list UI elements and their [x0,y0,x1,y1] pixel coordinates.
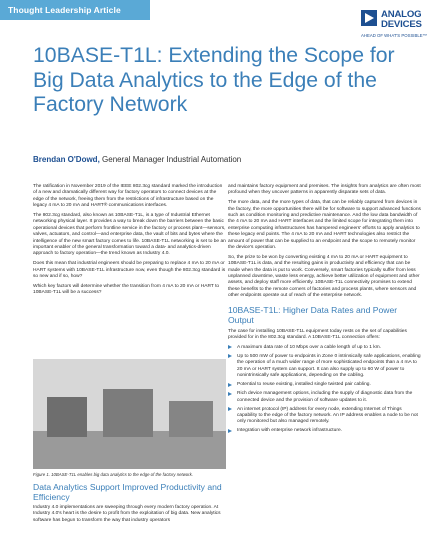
right-column [228,184,421,437]
list-item [228,407,421,426]
list-item [228,345,421,351]
byline [33,155,241,164]
list-item-text: A maximum data rate of 10 Mbps over a cable length of up to 1 km. [237,344,382,350]
logo-triangle-icon [361,10,377,26]
article-type-label: Thought Leadership Article [8,5,121,15]
figure-machine [103,389,153,437]
paragraph: The more data, and the more types of data, that can be reliably captured from devices in the factory, the more opportunities there will be for software to support advanced functions such as condition monitoring and predictive maintenance. And the low data bandwidth of the 4 mA to 20 mA and HART interfaces and the limited scope for integrating them into enterprise computing infrastructures has hampered engineers' efforts to apply analytics to these legacy end points. The 4 mA to 20 mA and HART technologies also restrict the amount of power that can be supplied to an endpoint and the scope to remotely monitor the device's operation. [228,200,421,251]
author-role: General Manager Industrial Automation [102,155,242,164]
section-heading-analytics: Data Analytics Support Improved Productivity and Efficiency [33,482,222,502]
analog-devices-logo [361,6,441,46]
list-item [228,382,421,388]
figure-machine [47,397,87,437]
author-name: Brendan O'Dowd, [33,155,100,164]
list-item [228,428,421,434]
list-item [228,354,421,380]
bullet-arrow-icon [228,383,232,387]
figure-caption: Figure 1. 10BASE-T1L enables big data analytics to the edge of the factory network. [33,472,193,477]
article-title: 10BASE-T1L: Extending the Scope for Big Data Analytics to the Edge of the Factory Network [33,44,395,116]
list-item-text: Rich device management options, including the supply of diagnostic data from the connected device and the provision of software updates to it. [237,391,413,403]
logo-wordmark-line2: DEVICES [381,19,422,30]
paragraph: The 802.3cg standard, also known as 10BASE-T1L, is a type of Industrial Ethernet networking physical layer. It provides a way to break down the barriers between the basic operational devices that perform frontline service in the factory or process plant—sensors, valves, actuators, and control—and enterprise data, the vault of bits and bytes where the intelligence of the new smart factory comes to life. 10BASE-T1L networking is set to be an important enabler of the general transformation toward a data- and analytics-driven approach to factory operation—the trend known as Industry 4.0. [33,213,226,257]
list-item-text: Integration with enterprise network infrastructure. [237,428,342,434]
section-body-analytics: Industry 4.0 implementations are sweeping through every modern factory operation. At Industry 4.0's heart is the desire to profit from the exploitation of big data. New analytics software has begun to transform the way that industry operators [33,505,221,523]
section-heading-data-rates: 10BASE-T1L: Higher Data Rates and Power Output [228,304,398,325]
capabilities-list [228,345,421,435]
logo-wordmark-line1: ANALOG [381,9,422,20]
logo-tagline: AHEAD OF WHAT'S POSSIBLE™ [361,33,427,38]
paragraph: and maintains factory equipment and premises. The insights from analytics are often most profound when they uncover patterns in apparently disparate sets of data. [228,184,421,196]
list-item [228,391,421,404]
article-type-banner [0,0,150,20]
bullet-arrow-icon [228,407,232,411]
section-intro: The case for installing 10BASE-T1L equipment today rests on the set of capabilities provided for in the 802.3cg standard. A 10BASE-T1L connection offers: [228,328,407,341]
list-item-text: An internet protocol (IP) address for every node, extending Internet of Things capability to the edge of the factory network. An IP address enables a node to be not only monitored but also managed remotely. [237,406,418,425]
paragraph: Which key factors will determine whether the transition from 4 mA to 20 mA or HART to 10BASE-T1L will be a success? [33,283,220,296]
list-item-text: Potential to reuse existing, installed single twisted pair cabling. [237,382,371,388]
left-column [33,184,226,300]
list-item-text: Up to 500 mW of power to endpoints in Zone 0 intrinsically safe applications, enabling the operation of a much wider range of more sophisticated endpoints than a 4 mA to 20 mA or HART system can support. It can also supply up to 60 W of power to nonintrinsically safe applications, depending on the cabling. [237,353,421,379]
paragraph: So, the prize to be won by converting existing 4 mA to 20 mA or HART equipment to 10BASE-T1L is data, and the resulting gains in productivity and efficiency that can be made when the data is put to work. Conversely, smart factories typically suffer from less unplanned downtime, waste less energy, achieve better utilization of equipment and other assets, and deploy staff more efficiently. 10BASE-T1L connectivity promises to extend these benefits to the remote corners of factories and process plants, where sensors and other endpoints operate out of reach of the enterprise network. [228,254,420,299]
bullet-arrow-icon [228,392,232,396]
paragraph: Does this mean that industrial engineers should be preparing to replace 4 mA to 20 mA or HART systems with 10BASE-T1L infrastructure now, even though the 802.3cg standard is so new and if so, how? [33,261,226,280]
paragraph: The ratification in November 2019 of the IEEE 802.3cg standard marked the introduction of a new and dramatically different way for factory operators to connect devices at the edge of the network, freeing them from the restrictions of infrastructure based on the legacy 4 mA to 20 mA and HART® communications interfaces. [33,184,223,209]
bullet-arrow-icon [228,429,232,433]
factory-figure-image [33,359,226,469]
figure-machine [169,401,213,437]
bullet-arrow-icon [228,354,232,358]
bullet-arrow-icon [228,345,232,349]
